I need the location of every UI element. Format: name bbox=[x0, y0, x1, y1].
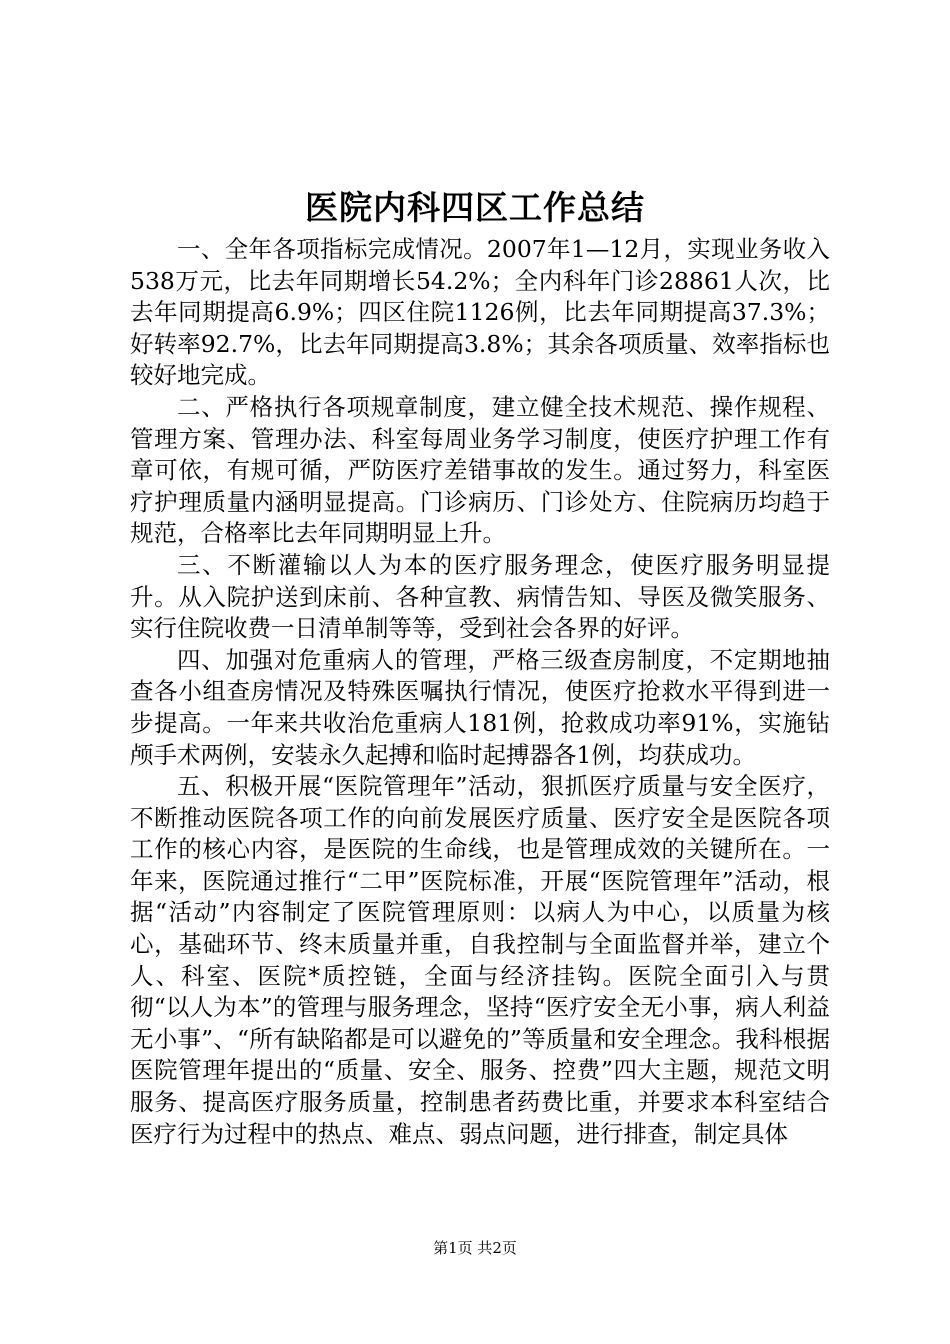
paragraph-3: 三、不断灌输以人为本的医疗服务理念，使医疗服务明显提升。从入院护送到床前、各种宣教、病情告知、导医及微笑服务、实行住院收费一日清单制等等，受到社会各界的好评。 bbox=[130, 550, 830, 643]
page-number-footer: 第1页 共2页 bbox=[433, 1239, 517, 1257]
paragraph-1: 一、全年各项指标完成情况。2007年1—12月，实现业务收入538万元，比去年同期增长54.2%；全内科年门诊28861人次，比去年同期提高6.9%；四区住院1126例，比去年同期提高37.3%；好转率92.7%，比去年同期提高3.8%；其余各项质量、效率指标也较好地完成。 bbox=[130, 235, 830, 390]
document-body bbox=[130, 234, 830, 1150]
paragraph-4: 四、加强对危重病人的管理，严格三级查房制度，不定期地抽查各小组查房情况及特殊医嘱执行情况，使医疗抢救水平得到进一步提高。一年来共收治危重病人181例，抢救成功率91%，实施钻颅手术两例，安装永久起搏和临时起搏器各1例，均获成功。 bbox=[130, 645, 830, 769]
paragraph-2: 二、严格执行各项规章制度，建立健全技术规范、操作规程、管理方案、管理办法、科室每周业务学习制度，使医疗护理工作有章可依，有规可循，严防医疗差错事故的发生。通过努力，科室医疗护理质量内涵明显提高。门诊病历、门诊处方、住院病历均趋于规范，合格率比去年同期明显上升。 bbox=[130, 392, 830, 548]
document-title: 医院内科四区工作总结 bbox=[305, 188, 645, 227]
paragraph-5: 五、积极开展“医院管理年”活动，狠抓医疗质量与安全医疗，不断推动医院各项工作的向前发展医疗质量、医疗安全是医院各项工作的核心内容，是医院的生命线，也是管理成效的关键所在。一年来，医院通过推行“二甲”医院标准，开展“医院管理年”活动，根据“活动”内容制定了医院管理原则：以病人为中心，以质量为核心，基础环节、终末质量并重，自我控制与全面监督并举，建立个人、科室、医院*质控链，全面与经济挂钩。医院全面引入与贯彻“以人为本”的管理与服务理念，坚持“医疗安全无小事，病人利益无小事”、“所有缺陷都是可以避免的”等质量和安全理念。我科根据医院管理年提出的“质量、安全、服务、控费”四大主题，规范文明服务、提高医疗服务质量，控制患者药费比重，并要求本科室结合医疗行为过程中的热点、难点、弱点问题，进行排查，制定具体 bbox=[130, 772, 830, 1148]
